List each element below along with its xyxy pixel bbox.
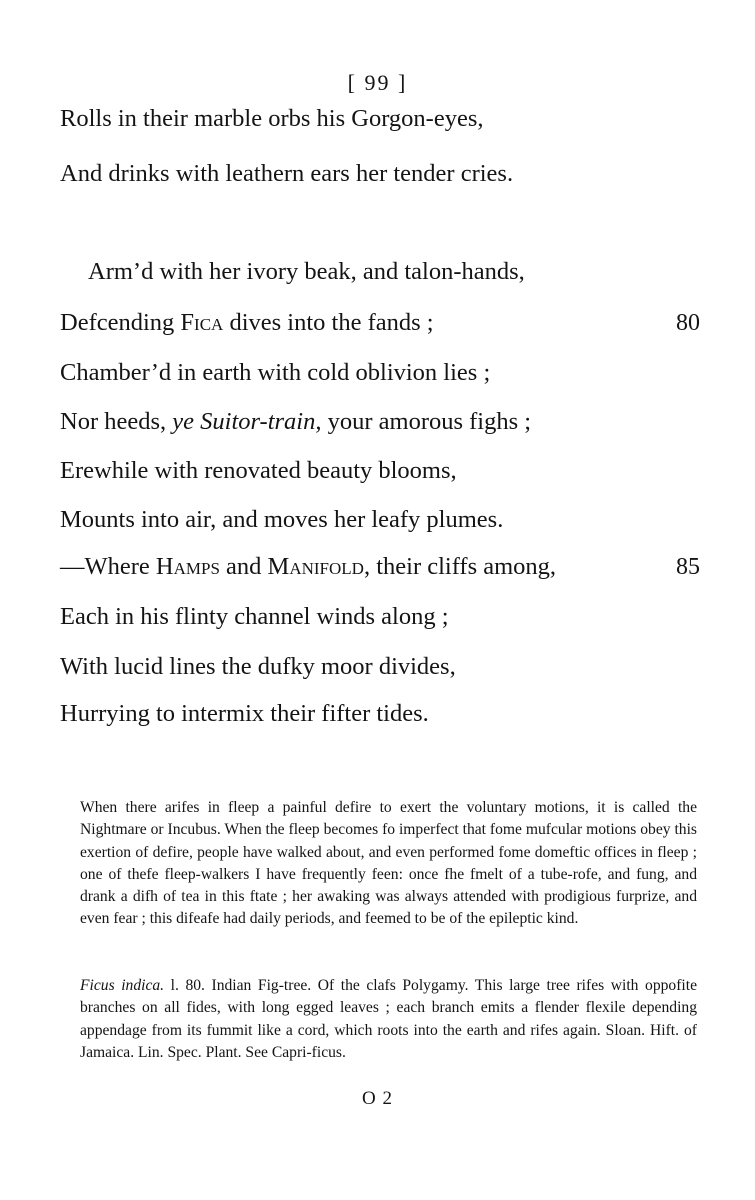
verse-italic: ye Suitor-train, bbox=[172, 408, 322, 435]
verse-text: Defcending bbox=[60, 309, 181, 336]
line-number: 85 bbox=[676, 554, 700, 580]
verse-line bbox=[60, 503, 715, 537]
footnote-ficus bbox=[80, 975, 697, 1064]
signature-mark: O 2 bbox=[362, 1088, 393, 1109]
verse-text: Chamber’d in earth with cold oblivion lies ; bbox=[60, 359, 491, 386]
verse-text: Erewhile with renovated beauty blooms, bbox=[60, 457, 457, 484]
verse-text: —Where bbox=[60, 553, 156, 580]
verse-smallcaps: Manifold bbox=[267, 553, 364, 580]
verse-line bbox=[60, 306, 715, 340]
footnote-text: When there arifes in fleep a painful defire to exert the voluntary motions, it is called the Nightmare or Incubus. When the fleep becomes fo imperfect that fome mufcular motions obey this exertion of defire, people have walked about, and even performed fome domeftic offices in fleep ; one of thefe fleep-walkers I have frequently feen: once fhe fmelt of a tube-rofe, and fung, and drank a difh of tea in this ftate ; her awaking was always attended with prodigious furprize, and even fear ; this difeafe had daily periods, and feemed to be of the epileptic kind. bbox=[80, 799, 697, 928]
verse-text: Nor heeds, bbox=[60, 408, 173, 435]
verse-line bbox=[60, 157, 715, 191]
verse-text: Rolls in their marble orbs his Gorgon-eyes, bbox=[60, 105, 484, 132]
verse-line bbox=[60, 454, 715, 488]
verse-line bbox=[60, 102, 715, 136]
verse-text: With lucid lines the dufky moor divides, bbox=[60, 653, 456, 680]
footnote-nightmare bbox=[80, 797, 697, 931]
verse-line bbox=[60, 255, 715, 289]
footnote-text: l. 80. Indian Fig-tree. Of the clafs Polygamy. This large tree rifes with oppofite branches on all fides, with long egged leaves ; each branch emits a flender flexile depending appendage from its fummit like a cord, which roots into the earth and rifes again. Sloan. Hift. of Jamaica. Lin. Spec. Plant. See Capri-ficus. bbox=[80, 977, 697, 1061]
verse-text: Each in his flinty channel winds along ; bbox=[60, 603, 449, 630]
footnote-title: Ficus indica. bbox=[80, 977, 165, 994]
verse-text: your amorous fighs ; bbox=[321, 408, 532, 435]
verse-text: Hurrying to intermix their fifter tides. bbox=[60, 700, 429, 727]
line-number: 80 bbox=[676, 310, 700, 336]
verse-text: dives into the fands ; bbox=[223, 309, 434, 336]
page-number: [ 99 ] bbox=[347, 70, 408, 95]
verse-smallcaps: Hamps bbox=[155, 553, 220, 580]
verse-text: Mounts into air, and moves her leafy plumes. bbox=[60, 506, 504, 533]
verse-line bbox=[60, 600, 715, 634]
verse-text: Arm’d with her ivory beak, and talon-hands, bbox=[88, 258, 525, 285]
verse-line bbox=[60, 405, 715, 439]
verse-line bbox=[60, 356, 715, 390]
verse-text: And drinks with leathern ears her tender cries. bbox=[60, 160, 514, 187]
verse-line bbox=[60, 650, 715, 684]
verse-text: , their cliffs among, bbox=[363, 553, 557, 580]
verse-line bbox=[60, 697, 715, 731]
verse-line bbox=[60, 550, 715, 584]
verse-text: and bbox=[219, 553, 268, 580]
verse-smallcaps: Fica bbox=[180, 309, 224, 336]
